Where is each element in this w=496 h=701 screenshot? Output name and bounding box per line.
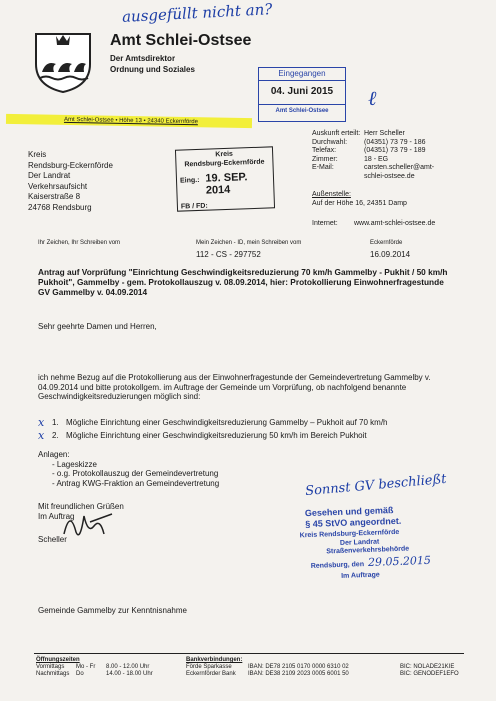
received-stamp-date: 04. Juni 2015 [270, 85, 334, 97]
received-stamp [258, 67, 346, 122]
footer-hours [36, 657, 186, 678]
contact-row [312, 156, 488, 165]
sender-line [6, 114, 252, 128]
recipient-line-2: Rendsburg-Eckernförde [28, 160, 113, 170]
approval-stamp [299, 502, 491, 583]
contact-value: schlei-ostsee.de [364, 172, 415, 180]
approval-line-1: Gesehen und gemäß [304, 505, 394, 519]
ref-header-3: Eckernförde [370, 240, 403, 246]
approval-date: 29.05.2015 [367, 553, 432, 569]
kreis-stamp-eing-label: Eing.: [179, 176, 200, 185]
approval-line-2: § 45 StVO angeordnet. [305, 515, 402, 530]
recipient-line-6: 24768 Rendsburg [28, 202, 92, 212]
list-item-text: Mögliche Einrichtung einer Geschwindigkeitsreduzierung 50 km/h im Bereich Pukhoit [66, 430, 367, 440]
cc-line: Gemeinde Gammelby zur Kenntnisnahme [38, 606, 187, 615]
aussenstelle-label: Außenstelle: [312, 191, 351, 198]
handwritten-initial: ℓ [368, 86, 377, 110]
contact-rows [312, 130, 488, 181]
received-stamp-org: Amt Schlei-Ostsee [259, 104, 345, 115]
sender-line-text: Amt Schlei-Ostsee • Höhe 13 • 24340 Eckernförde [63, 116, 198, 126]
approval-line-3: Kreis Rendsburg-Eckernförde [299, 528, 400, 540]
recipient-line-5: Kaiserstraße 8 [28, 192, 81, 201]
checkmark-icon: x [38, 428, 45, 442]
footer-hours-row: Nachmittags Do 14.00 - 18.00 Uhr [36, 671, 153, 677]
attachment-item: - Antrag KWG-Fraktion an Gemeindevertretung [52, 478, 220, 488]
contact-row [312, 139, 488, 148]
footer-divider [34, 653, 464, 654]
org-subtitle-1: Der Amtsdirektor [110, 54, 176, 63]
contact-value: (04351) 73 79 - 189 [364, 147, 426, 154]
handwritten-note-right: Sonnst GV beschließt [304, 471, 448, 500]
contact-label: E-Mail: [312, 164, 334, 171]
received-stamp-label: Eingegangen [259, 68, 345, 81]
org-name: Amt Schlei-Ostsee [110, 32, 252, 49]
contact-row [312, 130, 488, 139]
footer-bank-row: Förde Sparkasse IBAN: DE78 2105 0170 0000 6310 02 BIC: NOLADE21KIE [186, 664, 455, 670]
contact-value: Herr Scheller [364, 130, 405, 137]
footer-banks [186, 657, 491, 678]
closing-name: Scheller [38, 535, 67, 544]
signature [60, 504, 120, 549]
list-item [38, 428, 468, 442]
attachments [38, 450, 219, 488]
ref-value-3: 16.09.2014 [370, 250, 411, 259]
contact-row [312, 147, 488, 156]
recipient-line-4: Verkehrsaufsicht [28, 181, 88, 191]
footer-hours-title: Öffnungszeiten [36, 657, 80, 663]
recipient-address [28, 150, 113, 213]
list-item [38, 418, 468, 428]
closing-auftrag: Im Auftrag [38, 511, 75, 521]
body-paragraph: ich nehme Bezug auf die Protokollierung aus der Einwohnerfragestunde der Gemeindevertretung Gammelby v. 04.09.2014 und bitte protokollgem. im Auftrage der Gemeinde um Vorprüfung, ob nachfolgend benannte Geschwindigkeitsreduzierungen möglich sind: [38, 373, 431, 402]
attachments-label: Anlagen: [38, 450, 70, 459]
contact-row [312, 164, 488, 173]
contact-label: Auskunft erteilt: [312, 130, 361, 137]
contact-block [312, 130, 488, 229]
attachment-item: - o.g. Protokollauszug der Gemeindevertretung [52, 469, 219, 478]
ref-header-1: Ihr Zeichen, Ihr Schreiben vom [38, 240, 121, 246]
contact-label [312, 173, 364, 182]
list-item-number: 1. [52, 418, 59, 427]
list-item-text: Mögliche Einrichtung einer Geschwindigkeitsreduzierung Gammelby – Pukhoit auf 70 km/h [66, 418, 388, 427]
approval-line-6: Rendsburg, den [310, 560, 365, 570]
contact-value: (04351) 73 79 - 186 [364, 138, 426, 146]
internet-value: www.amt-schlei-ostsee.de [354, 220, 436, 227]
closing-greeting: Mit freundlichen Grüßen [38, 502, 124, 511]
coat-of-arms-logo [32, 28, 94, 94]
contact-label: Telefax: [312, 147, 337, 154]
approval-line-4: Der Landrat [339, 538, 380, 547]
contact-label: Zimmer: [312, 155, 338, 163]
approval-auftrag: Im Auftrage [341, 571, 380, 580]
checkmark-icon: x [38, 416, 45, 429]
ref-value-2: 112 - CS - 297752 [196, 250, 261, 259]
salutation: Sehr geehrte Damen und Herren, [38, 322, 157, 331]
subject: Antrag auf Vorprüfung "Einrichtung Geschwindigkeitsreduzierung 70 km/h Gammelby - Pukhit / 50 km/h Pukhoit", Gammelby - gem. Protokollauszug v. 08.09.2014, hier: Protokollierung Einwohnerfragestunde GV Gammelby v. 04.09.2014 [38, 267, 448, 297]
contact-value: carsten.scheller@amt- [364, 164, 435, 171]
handwritten-note-top: ausgefüllt nicht an? [121, 0, 273, 26]
recipient-line-3: Der Landrat [28, 171, 71, 180]
internet-label: Internet: [312, 220, 338, 227]
contact-row [312, 173, 488, 182]
footer-hours-row: Vormittags Mo - Fr 8.00 - 12.00 Uhr [36, 664, 150, 670]
kreis-stamp-date: 19. SEP. 2014 [205, 171, 248, 197]
aussenstelle-value: Auf der Höhe 16, 24351 Damp [312, 199, 407, 207]
kreis-stamp-line-1: Kreis [215, 150, 234, 159]
attachment-item: - Lageskizze [52, 459, 97, 469]
recipient-line-1: Kreis [28, 150, 47, 159]
approval-line-5: Straßenverkehrsbehörde [326, 545, 410, 556]
kreis-received-stamp [175, 146, 275, 211]
kreis-stamp-line-2: Rendsburg-Eckernförde [184, 158, 265, 168]
kreis-stamp-ref: FB / FD: [180, 202, 208, 211]
org-subtitle-2: Ordnung und Soziales [110, 65, 195, 74]
request-list [38, 418, 468, 440]
footer-bank-title: Bankverbindungen: [186, 657, 243, 663]
contact-label: Durchwahl: [312, 138, 348, 146]
ref-header-2: Mein Zeichen - ID, mein Schreiben vom [196, 240, 302, 246]
footer-bank-row: Eckernförder Bank IBAN: DE38 2109 2023 0005 6001 50 BIC: GENODEF1EFO [186, 671, 459, 677]
contact-value: 18 - EG [364, 155, 389, 163]
list-item-number: 2. [52, 430, 59, 440]
